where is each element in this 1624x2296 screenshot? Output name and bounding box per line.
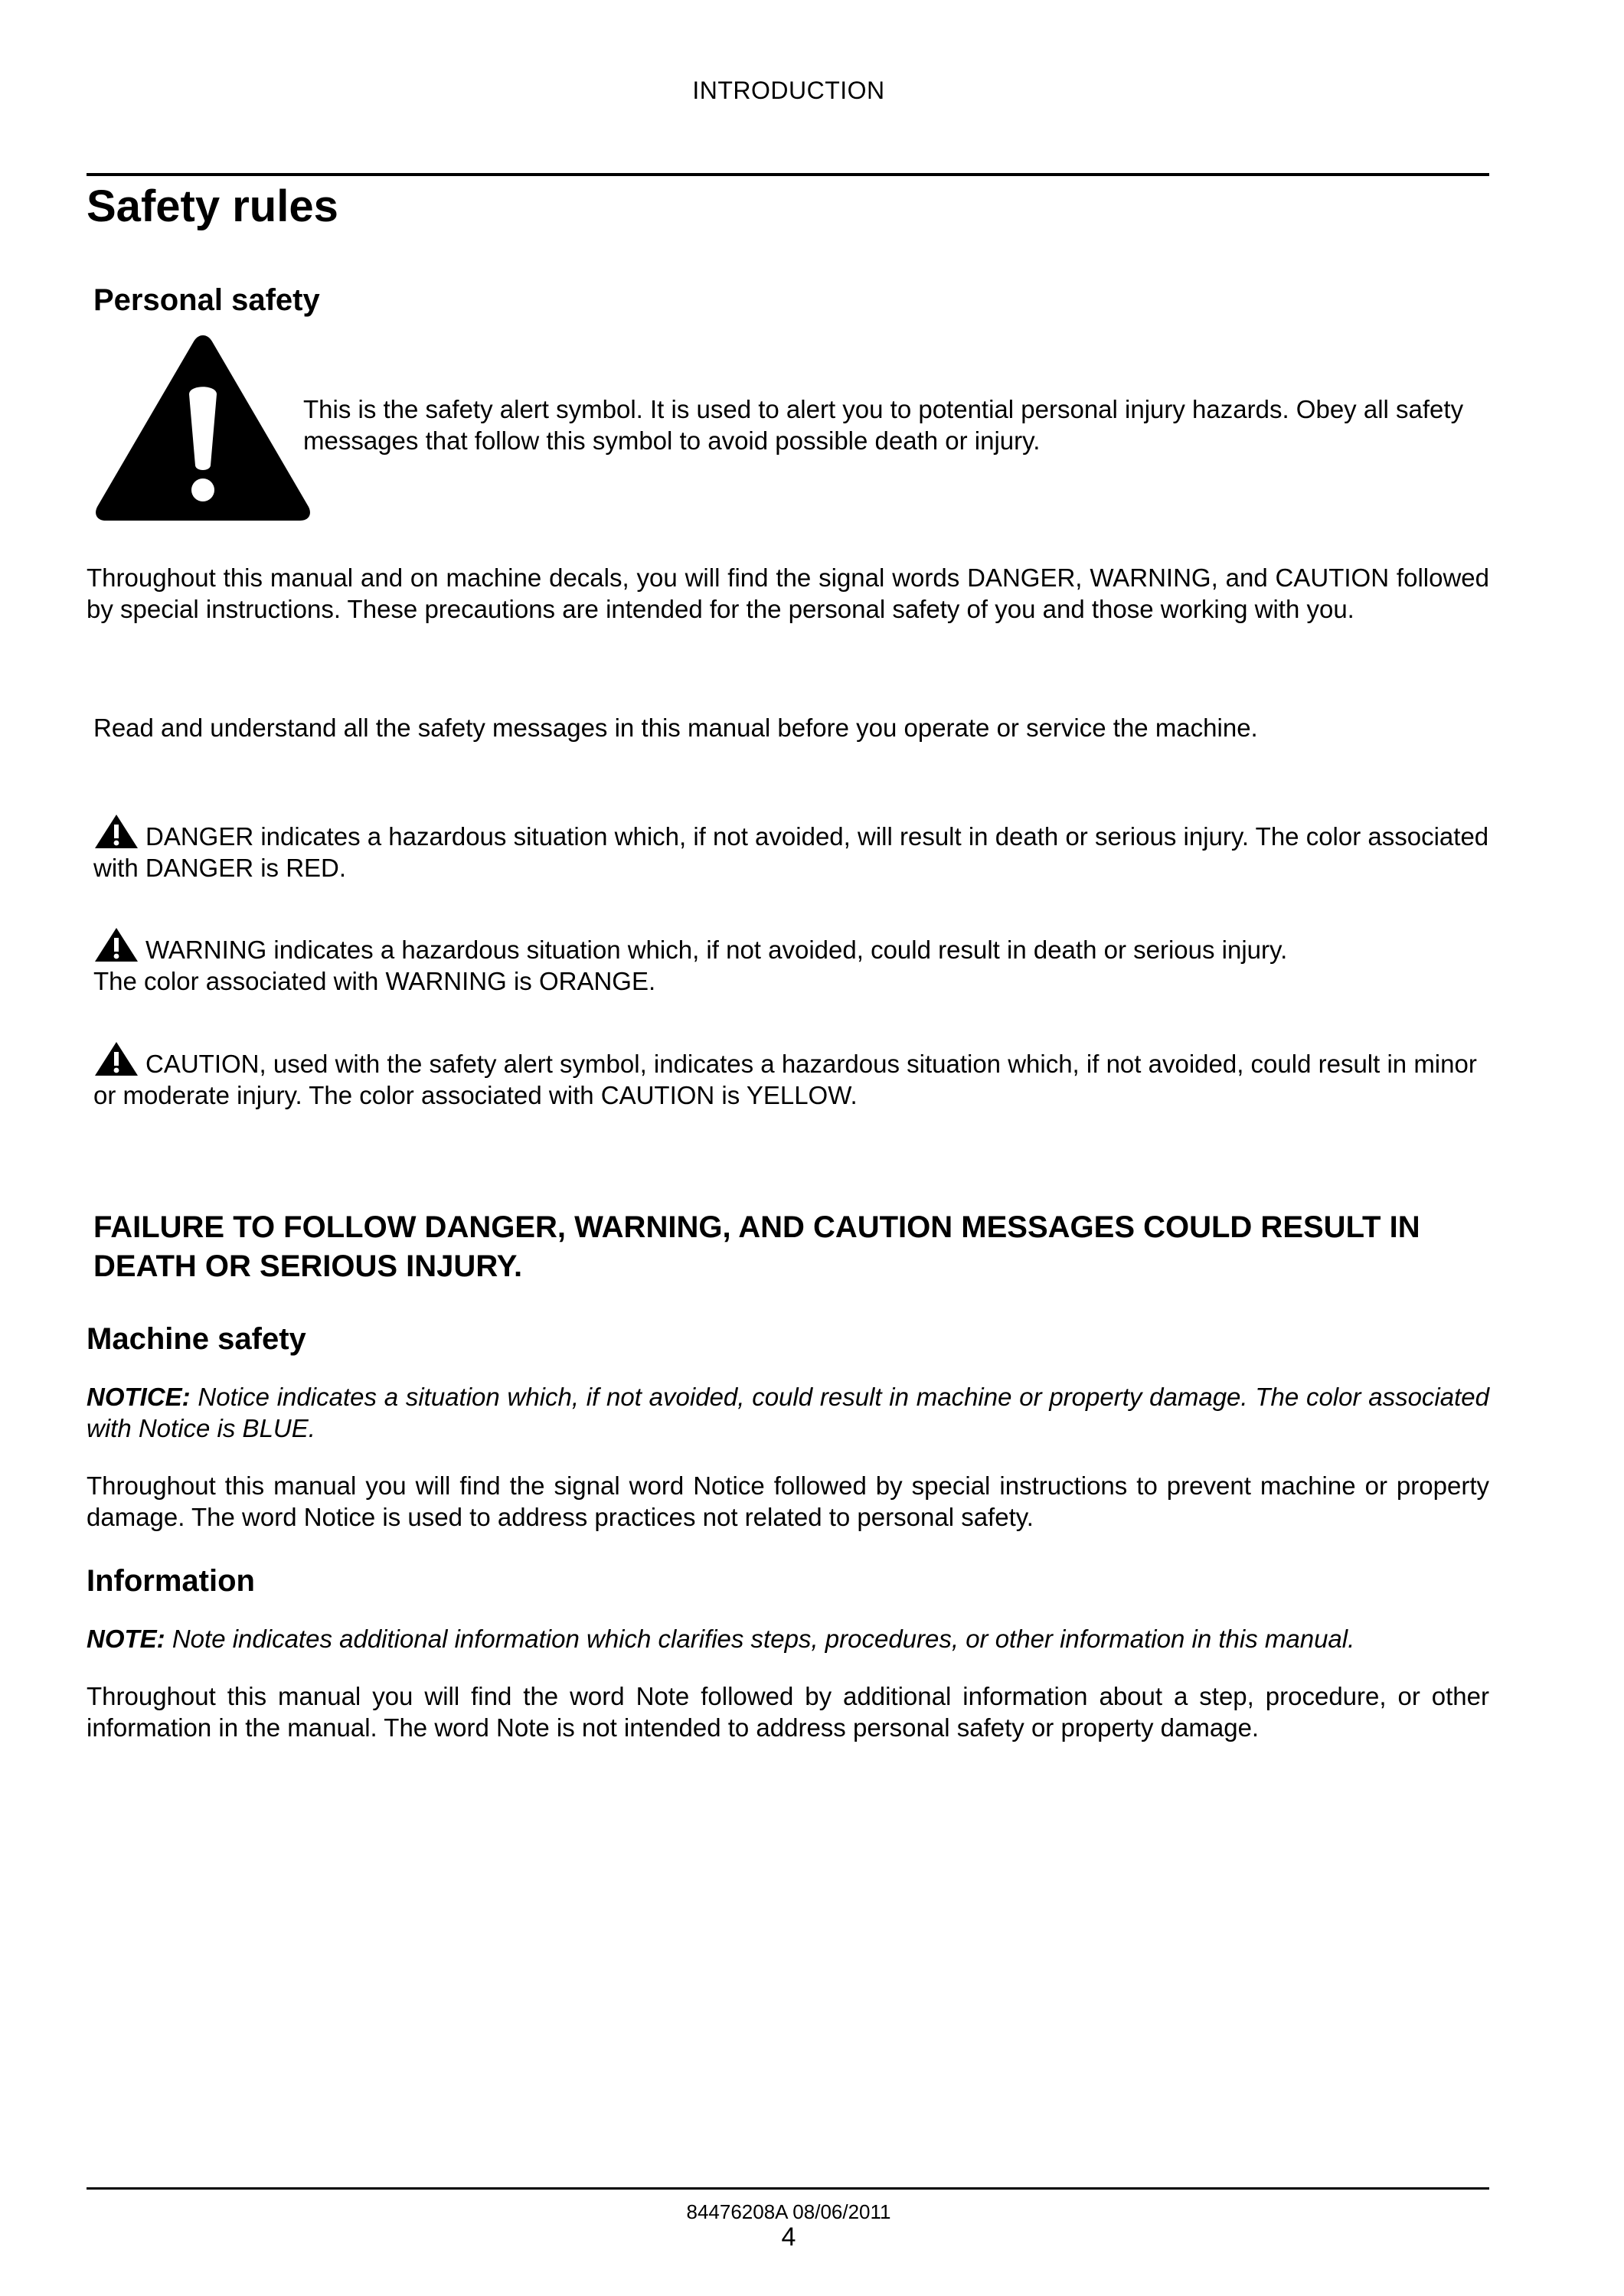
failure-warning: FAILURE TO FOLLOW DANGER, WARNING, AND CAUTION MESSAGES COULD RESULT IN DEATH OR SERIOUS INJURY.: [93, 1210, 1420, 1283]
safety-alert-icon: [93, 926, 139, 963]
notice-text: Notice indicates a situation which, if not avoided, could result in machine or property damage. The color associated with Notice is BLUE.: [87, 1383, 1489, 1442]
read-messages-paragraph: Read and understand all the safety messages in this manual before you operate or service the machine.: [93, 714, 1258, 742]
notice-label: NOTICE:: [87, 1383, 191, 1411]
warning-message: [93, 926, 1490, 997]
machine-safety-heading: Machine safety: [87, 1322, 306, 1356]
safety-alert-icon: [93, 1040, 139, 1077]
signal-words-paragraph: Throughout this manual and on machine decals, you will find the signal words DANGER, WARNING, and CAUTION followed by special instructions. These precautions are intended for the personal safety of you and those working with you.: [87, 563, 1489, 623]
alert-symbol-description: This is the safety alert symbol. It is used to alert you to potential personal injury hazards. Obey all safety messages that follow this symbol to avoid possible death or injury.: [303, 395, 1464, 455]
header-divider: [87, 173, 1489, 176]
note-message: [87, 1623, 1489, 1654]
danger-message: [93, 813, 1490, 883]
notice-message: [87, 1381, 1489, 1444]
note-label: NOTE:: [87, 1625, 165, 1653]
caution-message: [93, 1040, 1490, 1111]
caution-text: CAUTION, used with the safety alert symbol, indicates a hazardous situation which, if not avoided, could result in minor or moderate injury. The color associated with CAUTION is YELLOW.: [93, 1050, 1477, 1109]
page-title: Safety rules: [87, 181, 338, 231]
safety-alert-triangle-icon: [92, 329, 314, 524]
safety-alert-icon: [93, 813, 139, 850]
personal-safety-heading: Personal safety: [93, 283, 320, 317]
note-paragraph: Throughout this manual you will find the word Note followed by additional information about a step, procedure, or other information in the manual. The word Note is not intended to address personal safety or property damage.: [87, 1682, 1489, 1742]
page-number: 4: [781, 2223, 796, 2252]
warning-text-line2: The color associated with WARNING is ORANGE.: [93, 967, 656, 995]
footer-divider: [87, 2187, 1489, 2190]
warning-text-line1: WARNING indicates a hazardous situation which, if not avoided, could result in death or serious injury.: [145, 936, 1288, 964]
information-heading: Information: [87, 1564, 255, 1598]
notice-paragraph: Throughout this manual you will find the signal word Notice followed by special instructions to prevent machine or property damage. The word Notice is used to address practices not related to personal safety.: [87, 1471, 1489, 1531]
section-header: INTRODUCTION: [692, 77, 885, 104]
document-code: 84476208A 08/06/2011: [686, 2200, 891, 2223]
note-text: Note indicates additional information which clarifies steps, procedures, or other information in this manual.: [165, 1625, 1355, 1653]
danger-text: DANGER indicates a hazardous situation which, if not avoided, will result in death or serious injury. The color associated with DANGER is RED.: [93, 822, 1489, 882]
